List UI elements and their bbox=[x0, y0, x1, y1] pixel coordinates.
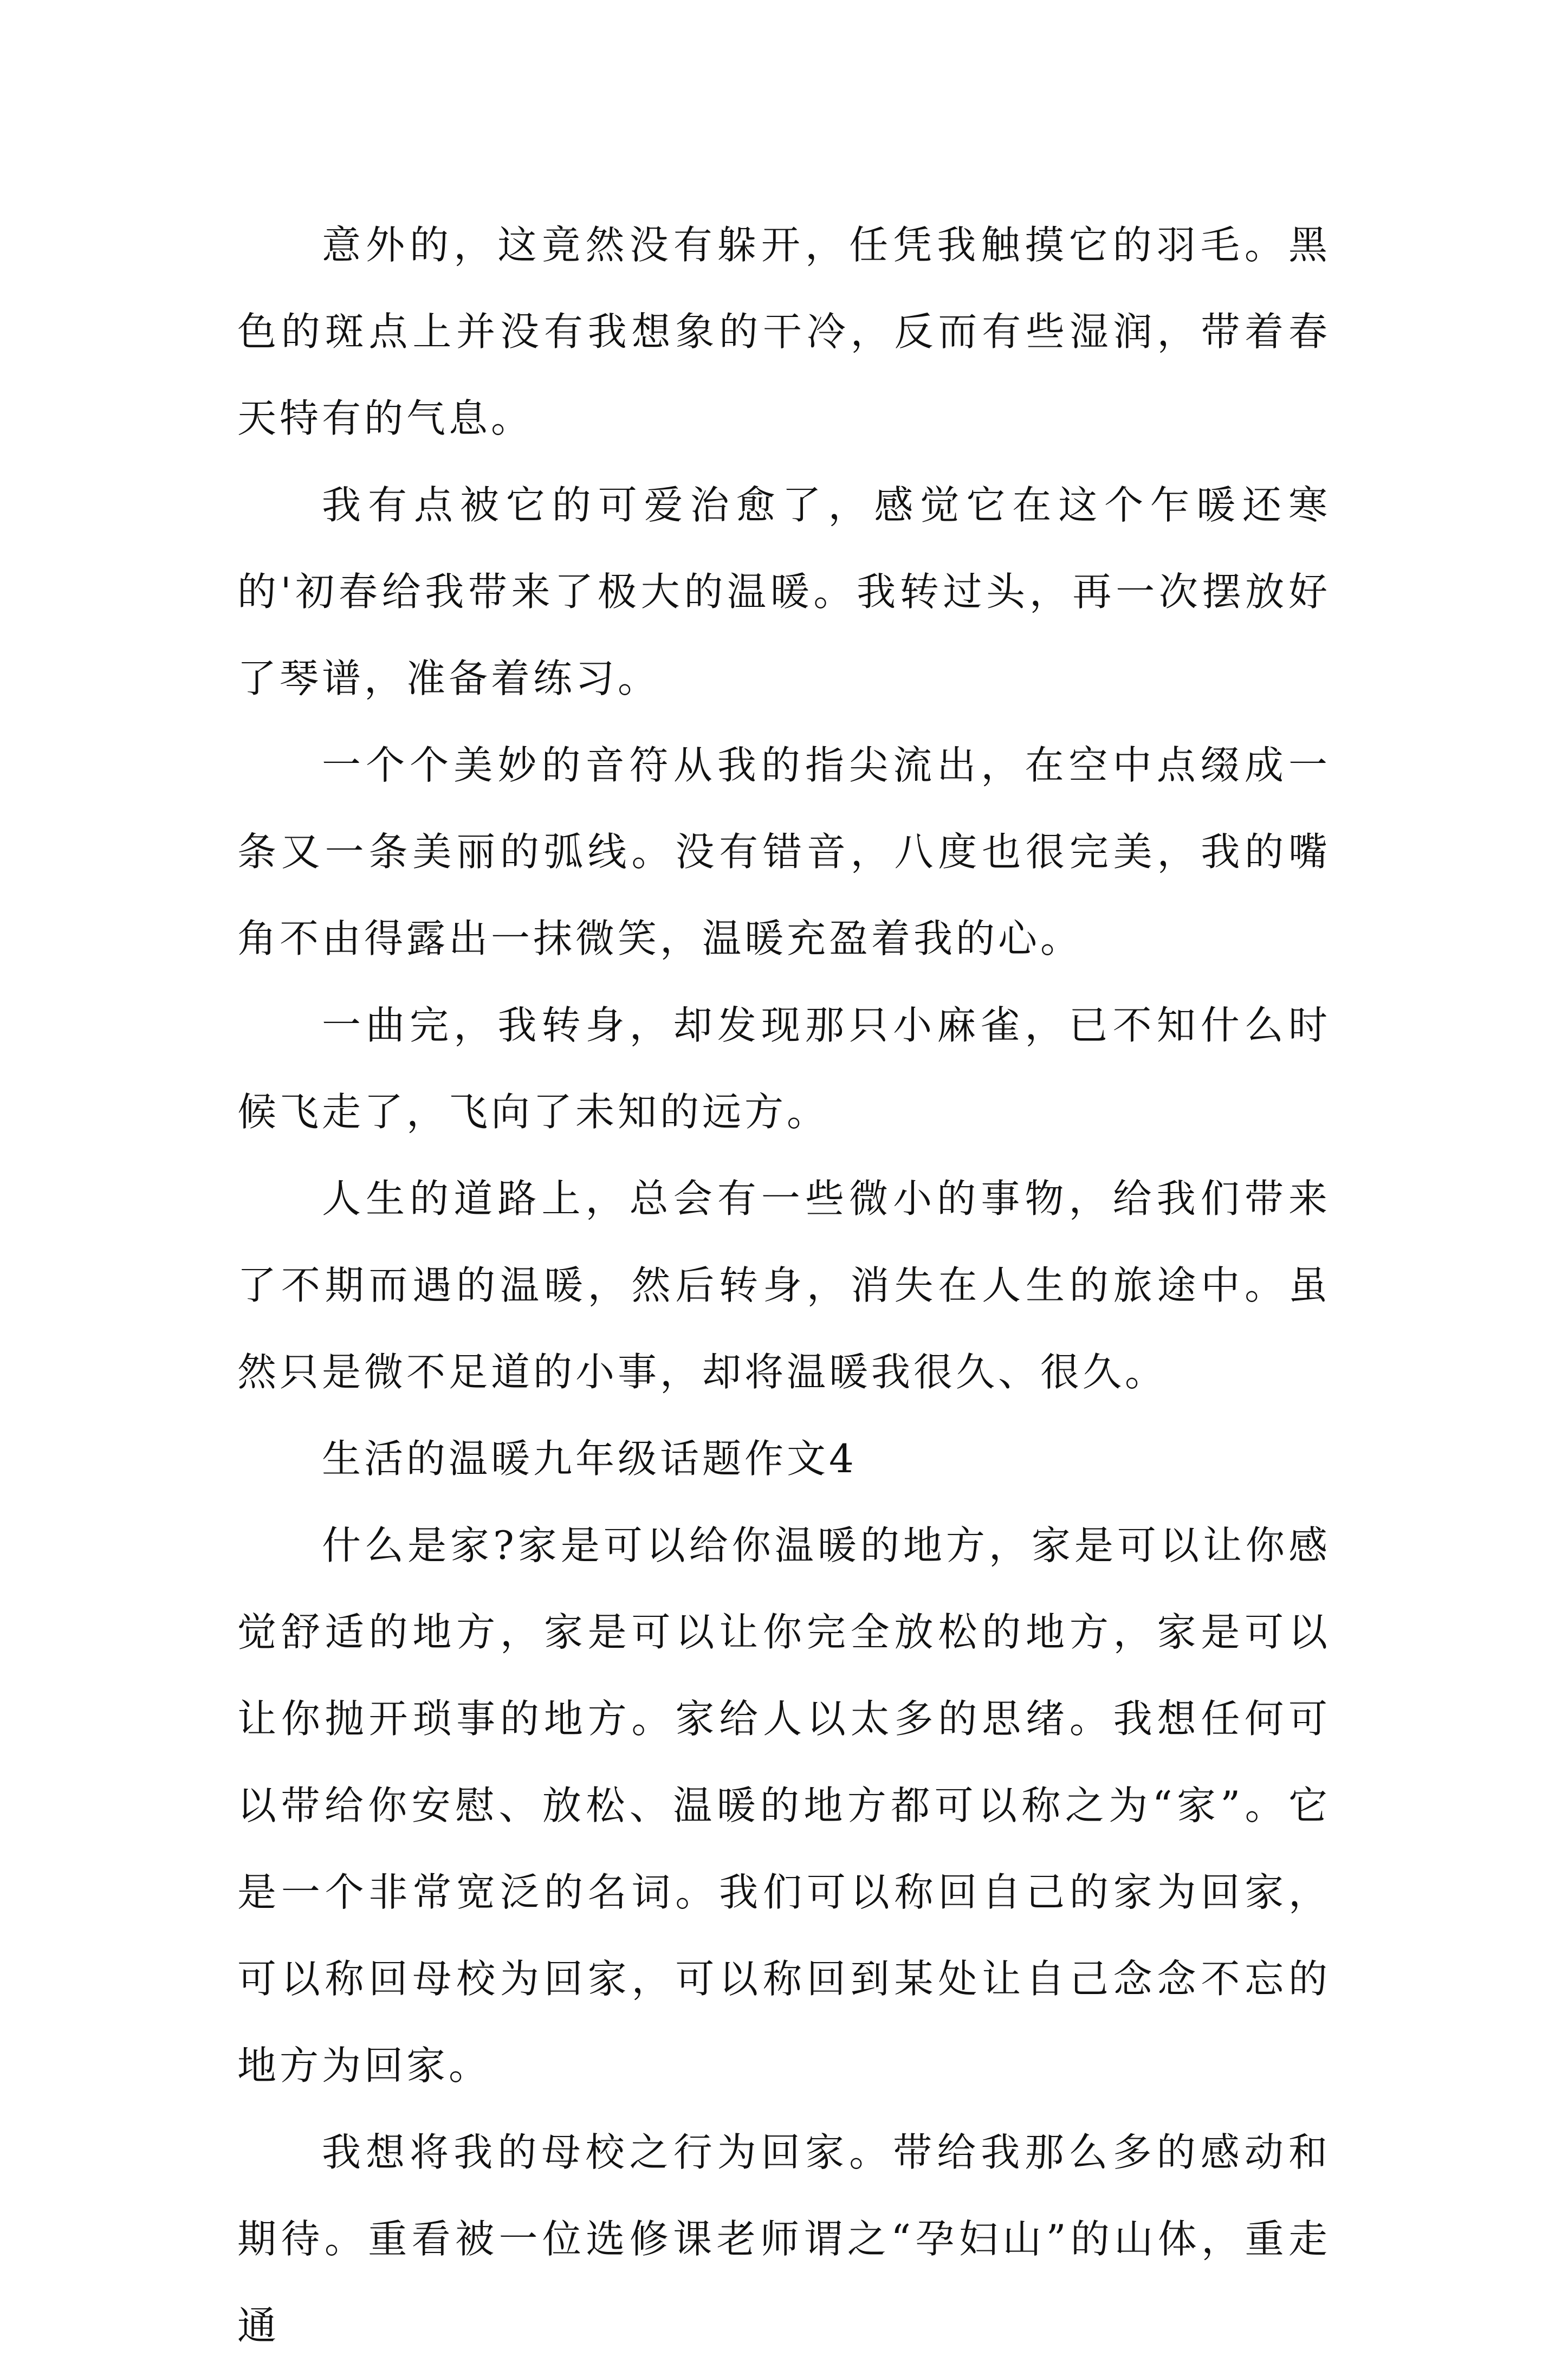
paragraph-life-warmth: 人生的道路上，总会有一些微小的事物，给我们带来了不期而遇的温暖，然后转身，消失在人生的旅途中。虽然只是微不足道的小事，却将温暖我很久、很久。 bbox=[237, 1176, 1331, 1395]
paragraph-alma-mater: 我想将我的母校之行为回家。带给我那么多的感动和期待。重看被一位选修课老师谓之“孕妇山”的山体，重走通 bbox=[237, 2129, 1331, 2348]
paragraph-sparrow-touch: 意外的，这竟然没有躲开，任凭我触摸它的羽毛。黑色的斑点上并没有我想象的干冷，反而有些湿润，带着春天特有的气息。 bbox=[237, 222, 1331, 441]
essay-heading: 生活的温暖九年级话题作文4 bbox=[322, 1436, 857, 1481]
document-body bbox=[237, 202, 1331, 2369]
paragraph-sparrow-gone: 一曲完，我转身，却发现那只小麻雀，已不知什么时候飞走了，飞向了未知的远方。 bbox=[237, 1002, 1331, 1135]
paragraph-music-practice: 一个个美妙的音符从我的指尖流出，在空中点缀成一条又一条美丽的弧线。没有错音，八度也很完美，我的嘴角不由得露出一抹微笑，温暖充盈着我的心。 bbox=[237, 742, 1331, 961]
paragraph-healed-warmth: 我有点被它的可爱治愈了，感觉它在这个乍暖还寒的'初春给我带来了极大的温暖。我转过头，再一次摆放好了琴谱，准备着练习。 bbox=[237, 482, 1331, 701]
paragraph-what-is-home: 什么是家?家是可以给你温暖的地方，家是可以让你感觉舒适的地方，家是可以让你完全放松的地方，家是可以让你抛开琐事的地方。家给人以太多的思绪。我想任何可以带给你安慰、放松、温暖的地方都可以称之为“家”。它是一个非常宽泛的名词。我们可以称回自己的家为回家，可以称回母校为回家，可以称回到某处让自己念念不忘的地方为回家。 bbox=[237, 1523, 1331, 2088]
